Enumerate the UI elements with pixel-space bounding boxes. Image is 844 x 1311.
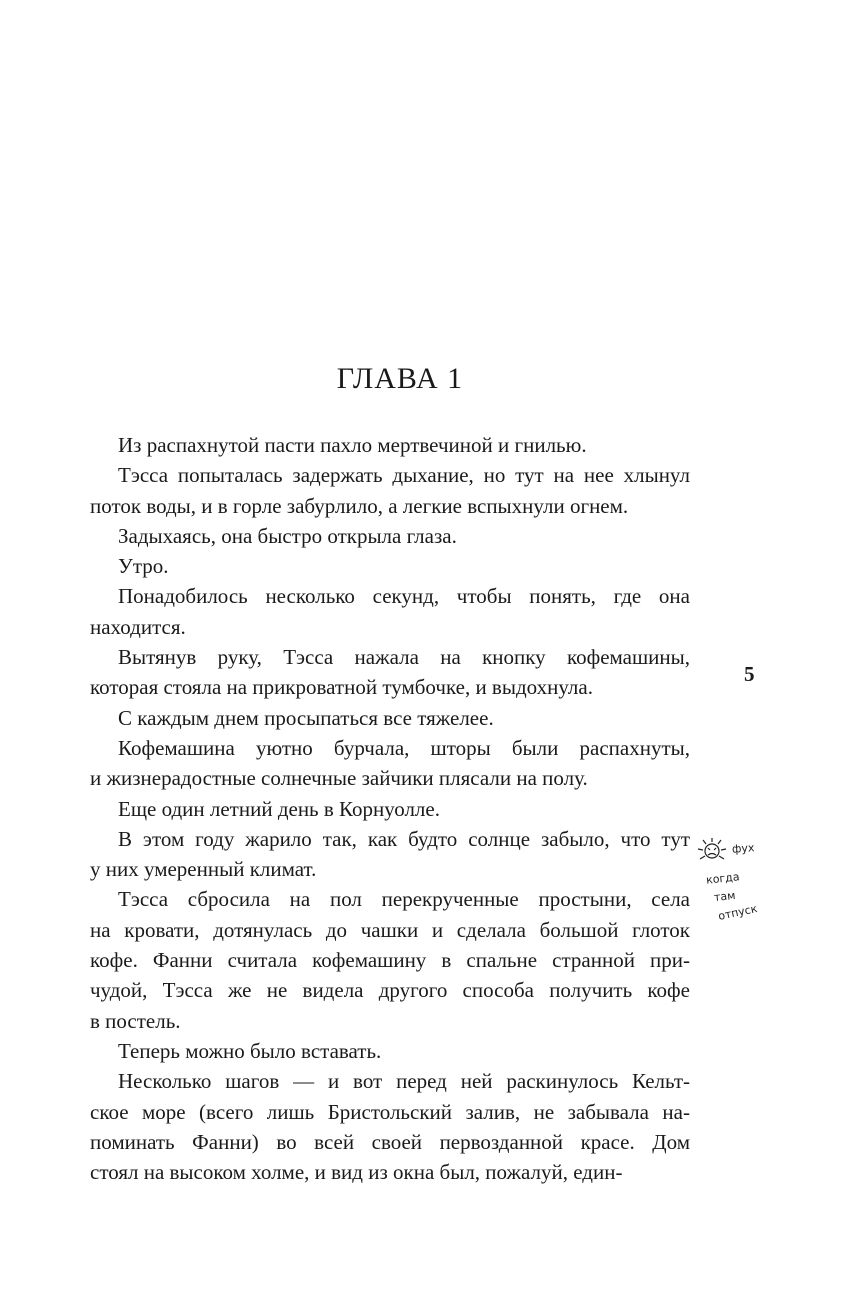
paragraph-line: на кровати, дотянулась до чашки и сделала большой глоток [90, 917, 690, 942]
paragraph-first-line: Вытянув руку, Тэсса нажала на кнопку кофемашины, [118, 645, 690, 670]
paragraph-first-line: Тэсса попыталась задержать дыхание, но тут на нее хлынул [118, 463, 690, 488]
paragraph-first-line: Тэсса сбросила на пол перекрученные простыни, села [118, 887, 690, 912]
paragraph-first-line: Из распахнутой пасти пахло мертвечиной и гнилью. [118, 433, 587, 457]
paragraph-line: кофе. Фанни считала кофемашину в спальне странной при- [90, 948, 690, 973]
paragraph-line: находится. [90, 614, 186, 639]
paragraph-first-line: Теперь можно было вставать. [118, 1038, 382, 1063]
paragraph-line: поток воды, и в горле забурлило, а легкие вспыхнули огнем. [90, 493, 629, 518]
paragraph-first-line: Понадобилось несколько секунд, чтобы понять, где она [118, 584, 690, 609]
paragraph-first-line: Задыхаясь, она быстро открыла глаза. [118, 523, 457, 548]
paragraph-first-line: Еще один летний день в Корнуолле. [118, 796, 440, 821]
chapter-title: ГЛАВА 1 [336, 362, 464, 395]
annotation-word-4: отпуск [717, 902, 759, 923]
paragraph-line: и жизнерадостные солнечные зайчики плясали на полу. [90, 766, 588, 791]
body-text [90, 430, 690, 1187]
annotation-word-2: когда [705, 870, 741, 887]
paragraph-line: чудой, Тэсса же не видела другого способа получить кофе [90, 978, 690, 1003]
paragraph-first-line: С каждым днем просыпаться все тяжелее. [118, 705, 494, 730]
paragraph-line: которая стояла на прикроватной тумбочке, и выдохнула. [90, 675, 593, 700]
handwritten-annotation [692, 836, 792, 936]
paragraph-line: в постель. [90, 1008, 181, 1033]
paragraph-line: у них умеренный климат. [90, 857, 317, 882]
paragraph-line: ское море (всего лишь Бристольский залив, не забывала на- [90, 1099, 690, 1124]
paragraph-line: поминать Фанни) во всей своей первозданной красе. Дом [90, 1129, 690, 1154]
paragraph-first-line: Кофемашина уютно бурчала, шторы были распахнуты, [118, 735, 690, 760]
annotation-word-3: там [713, 888, 737, 905]
paragraph-first-line: Несколько шагов — и вот перед ней раскинулось Кельт- [118, 1069, 690, 1094]
paragraph-line: стоял на высоком холме, и вид из окна был, пожалуй, един- [90, 1160, 623, 1185]
annotation-word-1: фух [731, 841, 755, 856]
page-number: 5 [744, 662, 755, 686]
paragraph-first-line: В этом году жарило так, как будто солнце забыло, что тут [118, 826, 690, 851]
paragraph-first-line: Утро. [118, 554, 169, 579]
